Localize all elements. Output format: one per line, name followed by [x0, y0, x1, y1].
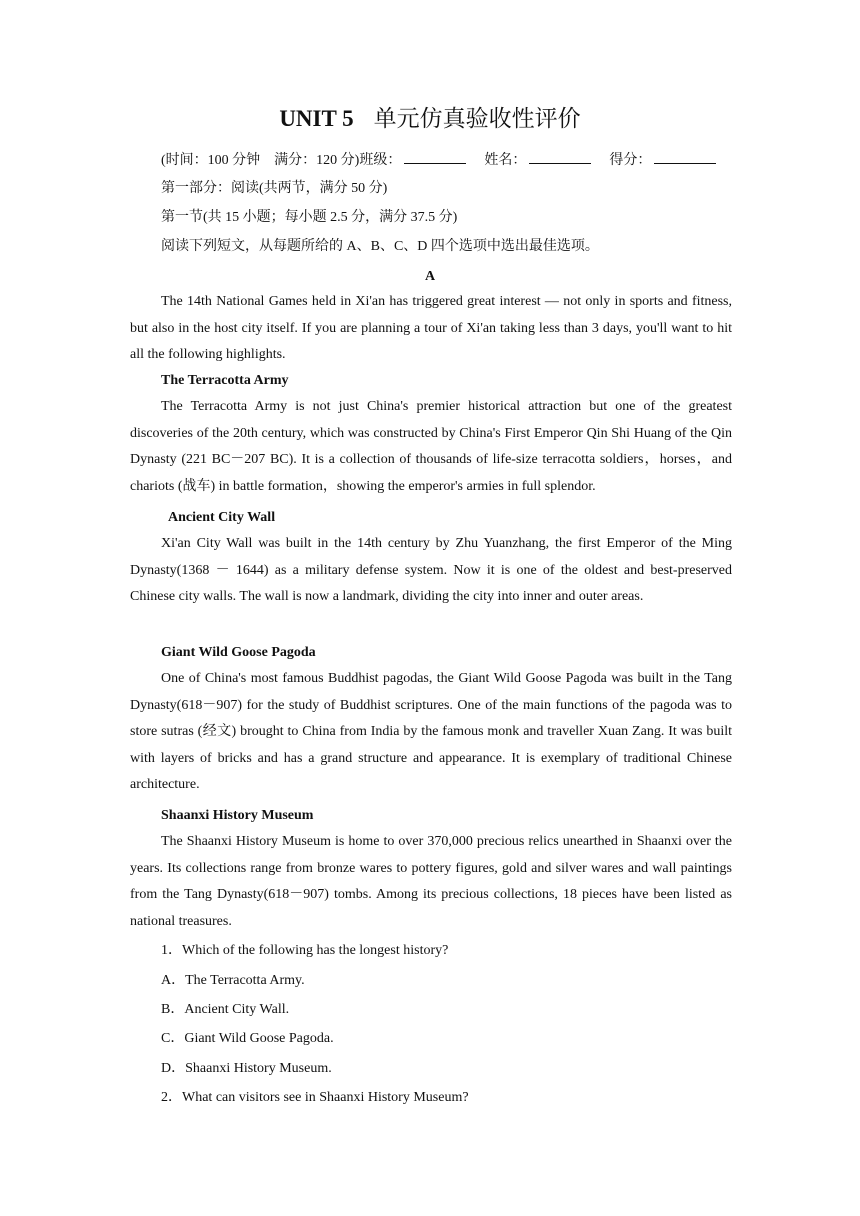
question-1: 1．Which of the following has the longest history?	[161, 943, 449, 958]
q1-option-a: A．The Terracotta Army.	[161, 973, 305, 988]
section-text-pagoda: One of China's most famous Buddhist pagodas, the Giant Wild Goose Pagoda was built in the Tang Dynasty(618－907) for the study of Buddhist scriptures. One of the main functions of the pagoda was to store sutras (经文) brought to China from India by the famous monk and traveller Xuan Zang. It was built with layers of bricks and has a grand structure and appearance. It is exemplary of traditional Chinese architecture.	[130, 671, 732, 792]
unit-title: UNIT 5	[279, 106, 354, 131]
exam-info-line	[161, 151, 716, 170]
unit-subtitle: 单元仿真验收性评价	[373, 106, 581, 132]
section-heading-terracotta: The Terracotta Army	[161, 373, 289, 388]
passage-intro: The 14th National Games held in Xi'an has triggered great interest — not only in sports and fitness, but also in the host city itself. If you are planning a tour of Xi'an taking less than 3 days, you'll want to hit all the following highlights.	[130, 294, 732, 362]
section-text-city-wall: Xi'an City Wall was built in the 14th century by Zhu Yuanzhang, the first Emperor of the Ming Dynasty(1368 － 1644) as a military defense system. Now it is one of the oldest and best-preserved Chinese city walls. The wall is now a landmark, dividing the city into inner and outer areas.	[130, 536, 732, 604]
instruction-text: 阅读下列短文，从每题所给的 A、B、C、D 四个选项中选出最佳选项。	[161, 239, 599, 254]
section-heading-city-wall: Ancient City Wall	[168, 510, 276, 525]
section-heading-pagoda: Giant Wild Goose Pagoda	[161, 645, 316, 660]
name-label: 姓名：	[484, 153, 527, 168]
section-text-museum: The Shaanxi History Museum is home to over 370,000 precious relics unearthed in Shaanxi over the years. Its collections range from bronze wares to pottery figures, gold and silver wares and wall paintings from the Tang Dynasty(618－907) tombs. Among its precious collections, 18 pieces have been listed as national treasures.	[130, 834, 732, 929]
page-title	[0, 104, 860, 134]
name-blank	[529, 151, 591, 164]
section-heading-museum: Shaanxi History Museum	[161, 808, 314, 823]
score-label: 得分：	[609, 153, 652, 168]
passage-label: A	[424, 269, 436, 284]
q1-option-d: D．Shaanxi History Museum.	[161, 1061, 332, 1076]
section1-title: 第一节(共 15 小题；每小题 2.5 分，满分 37.5 分)	[161, 210, 458, 225]
class-label: 班级：	[359, 153, 402, 168]
q1-option-c: C．Giant Wild Goose Pagoda.	[161, 1031, 334, 1046]
score-blank	[654, 151, 716, 164]
q1-option-b: B．Ancient City Wall.	[161, 1002, 290, 1017]
section-text-terracotta: The Terracotta Army is not just China's premier historical attraction but one of the greatest discoveries of the 20th century, which was constructed by China's First Emperor Qin Shi Huang of the Qin Dynasty (221 BC－207 BC). It is a collection of thousands of life-size terracotta soldiers，horses，and chariots (战车) in battle formation，showing the emperor's armies in full splendor.	[130, 399, 732, 494]
time-score-text: (时间：100 分钟 满分：120 分)	[161, 153, 360, 168]
question-2: 2．What can visitors see in Shaanxi History Museum?	[161, 1090, 469, 1105]
part1-title: 第一部分：阅读(共两节，满分 50 分)	[161, 181, 388, 196]
class-blank	[404, 151, 466, 164]
